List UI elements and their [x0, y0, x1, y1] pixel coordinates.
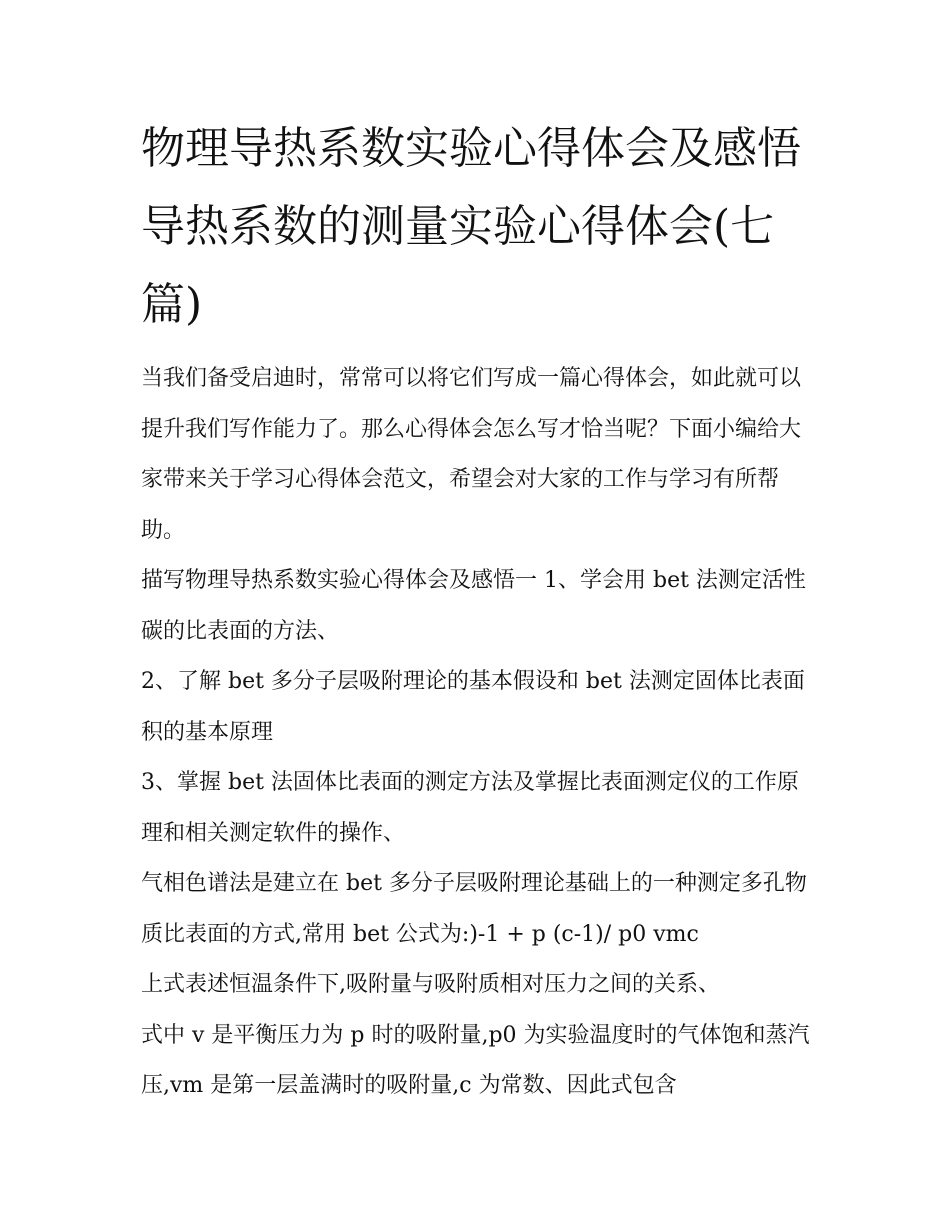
paragraph-item-3: 3、掌握 bet 法固体比表面的测定方法及掌握比表面测定仪的工作原理和相关测定软件的操作、: [141, 770, 799, 846]
paragraph-intro: 当我们备受启迪时，常常可以将它们写成一篇心得体会，如此就可以提升我们写作能力了。那么心得体会怎么写才恰当呢？下面小编给大家带来关于学习心得体会范文，希望会对大家的工作与学习有所帮助。: [141, 366, 802, 543]
paragraph-formula-desc: 上式表述恒温条件下,吸附量与吸附质相对压力之间的关系、: [141, 972, 720, 997]
document-title: 物理导热系数实验心得体会及感悟 导热系数的测量实验心得体会(七篇): [141, 123, 801, 330]
paragraph-method: 气相色谱法是建立在 bet 多分子层吸附理论基础上的一种测定多孔物质比表面的方式,常用 bet 公式为:)-1 + p (c-1)/ p0 vmc: [141, 871, 807, 947]
paragraph-item-2: 2、了解 bet 多分子层吸附理论的基本假设和 bet 法测定固体比表面积的基本原理: [141, 669, 805, 745]
document-content: [141, 110, 813, 1112]
paragraph-formula-vars: 式中 v 是平衡压力为 p 时的吸附量,p0 为实验温度时的气体饱和蒸汽压,vm 是第一层盖满时的吸附量,c 为常数、因此式包含: [141, 1022, 810, 1098]
document-body: [141, 354, 813, 1112]
paragraph-item-1: 描写物理导热系数实验心得体会及感悟一 1、学会用 bet 法测定活性碳的比表面的方法、: [141, 568, 806, 644]
